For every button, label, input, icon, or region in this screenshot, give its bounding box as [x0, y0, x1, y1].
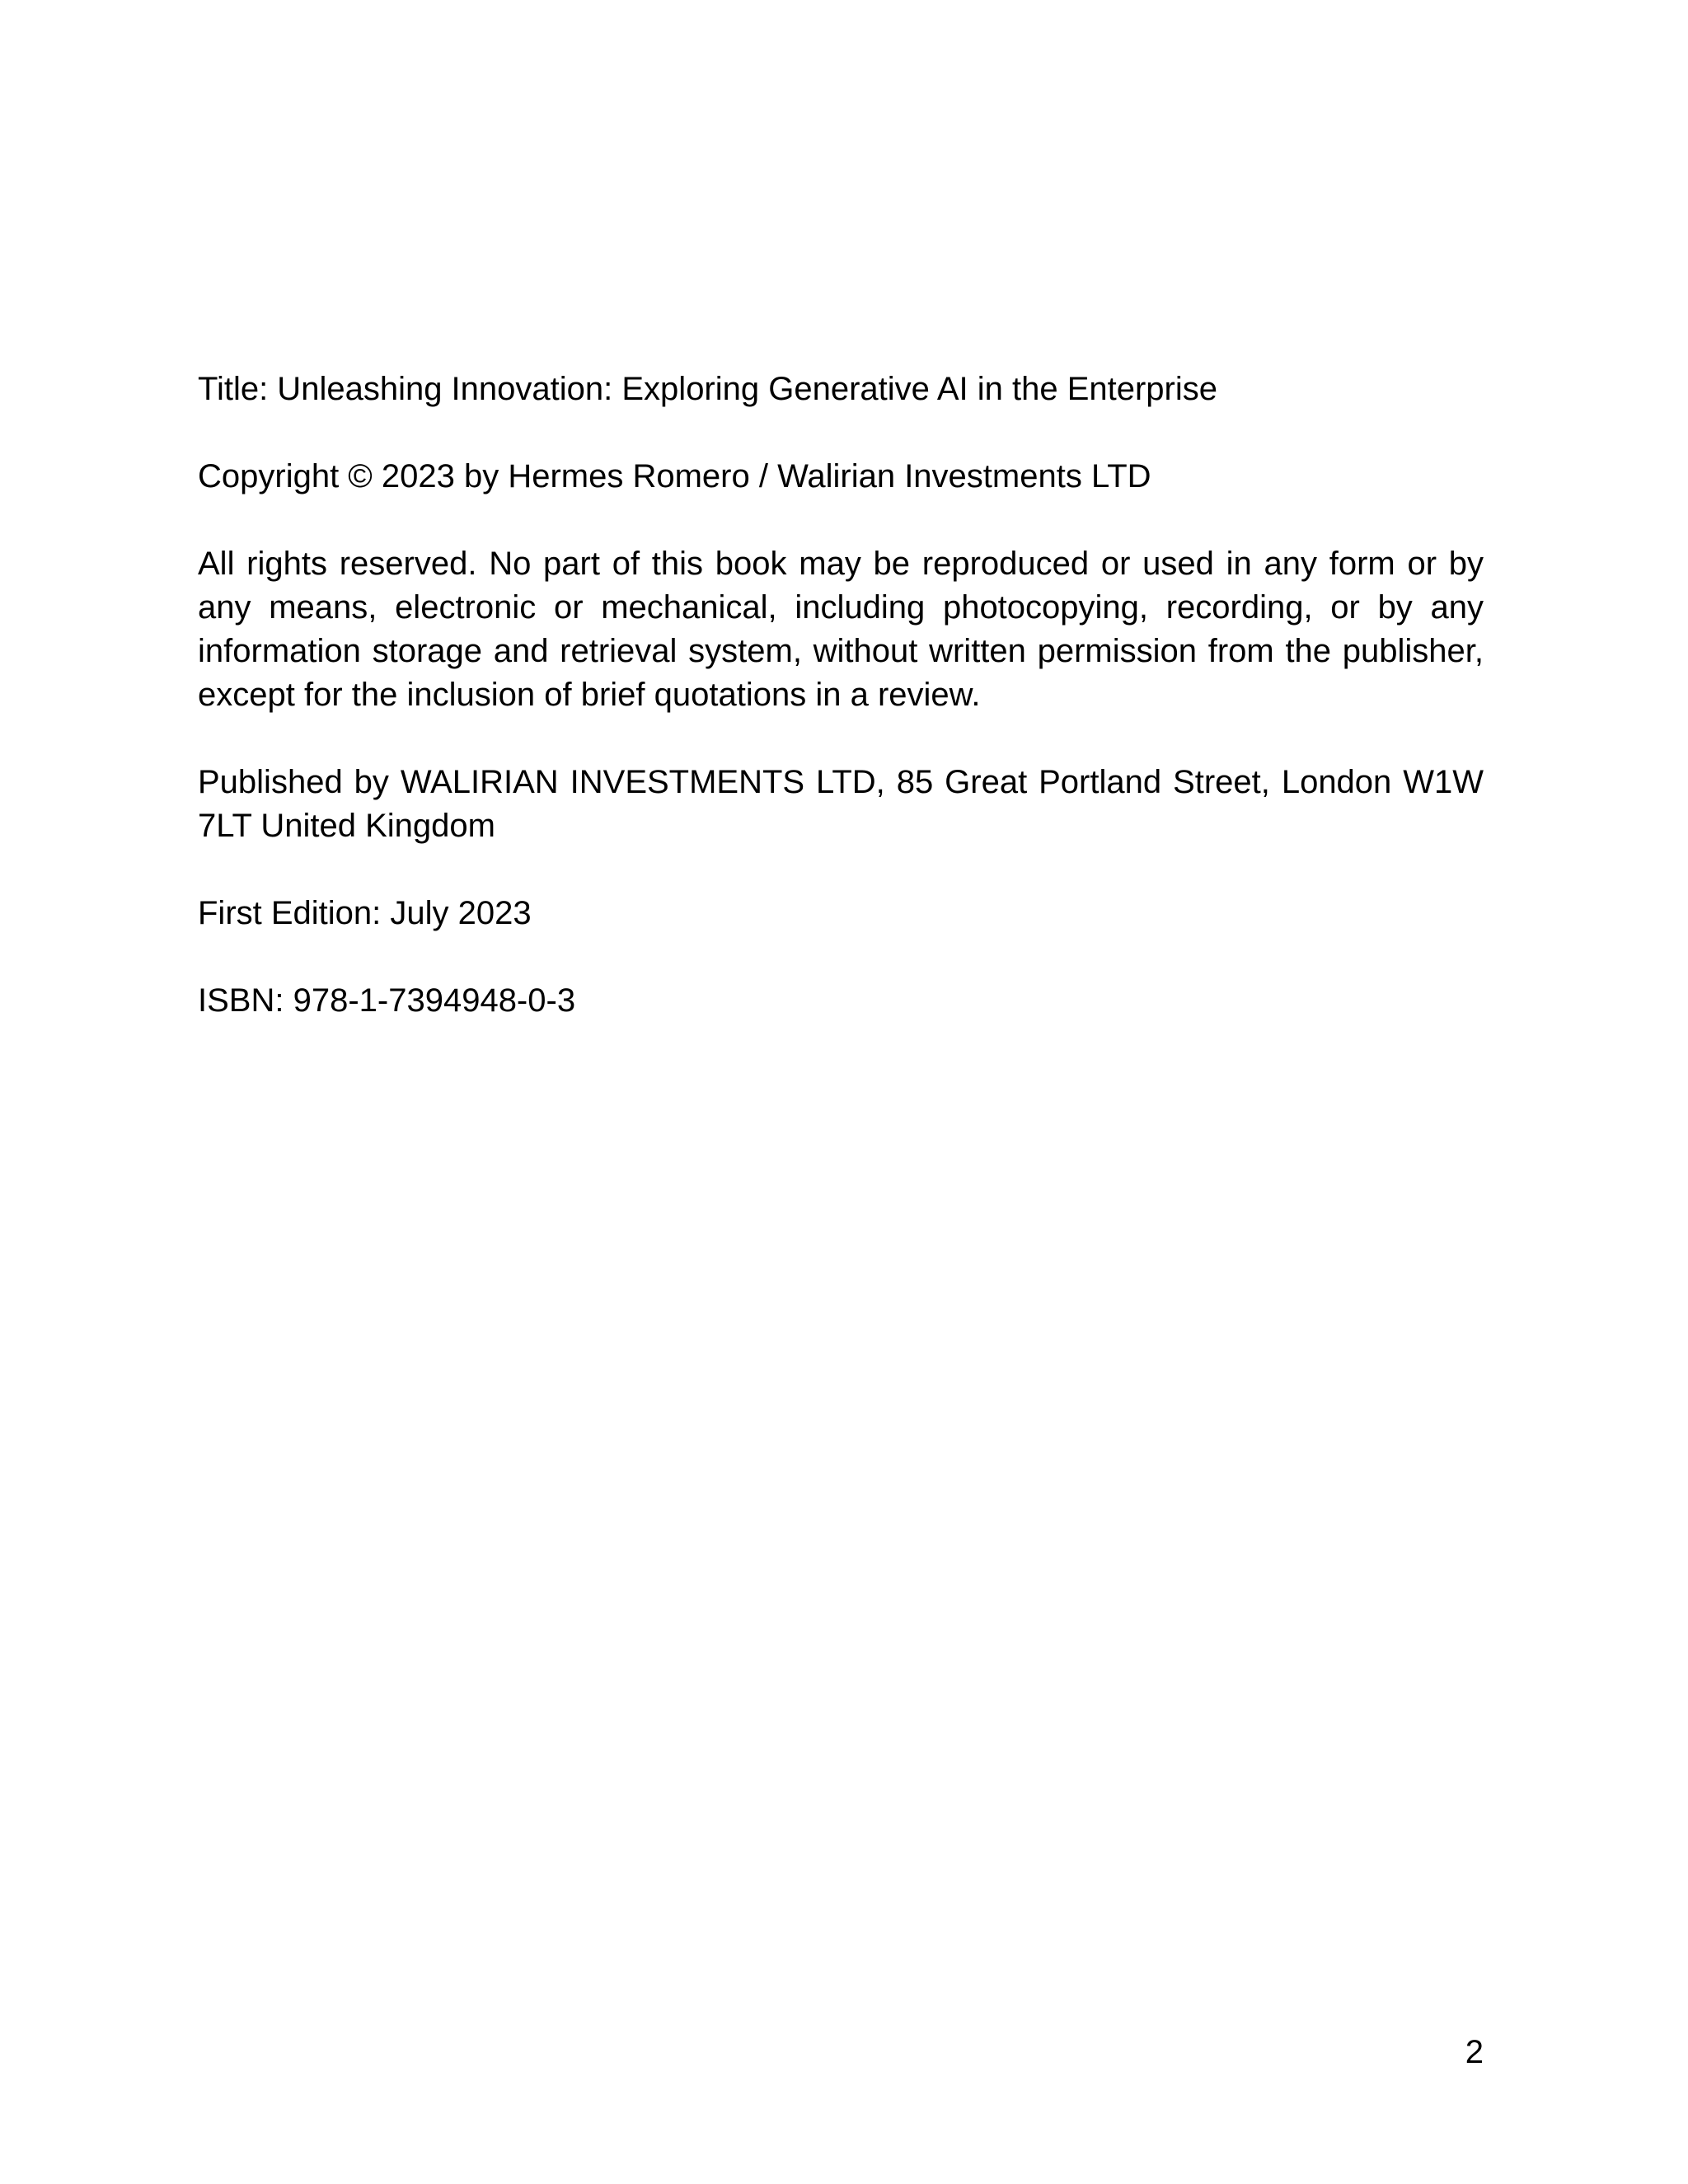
copyright-page-content — [198, 368, 1484, 1066]
isbn-line: ISBN: 978-1-7394948-0-3 — [198, 982, 576, 1019]
copyright-line: Copyright © 2023 by Hermes Romero / Walirian Investments LTD — [198, 458, 1151, 494]
edition-line: First Edition: July 2023 — [198, 895, 532, 931]
book-title-line: Title: Unleashing Innovation: Exploring Generative AI in the Enterprise — [198, 371, 1217, 407]
page-number: 2 — [1465, 2034, 1484, 2070]
publisher-paragraph: Published by WALIRIAN INVESTMENTS LTD, 85 Great Portland Street, London W1W 7LT United Kingdom — [198, 764, 1484, 844]
rights-reserved-paragraph: All rights reserved. No part of this book may be reproduced or used in any form or by any means, electronic or mechanical, including photocopying, recording, or by any information storage and retrieval system, without written permission from the publisher, except for the inclusion of brief quotations in a review. — [198, 546, 1484, 713]
